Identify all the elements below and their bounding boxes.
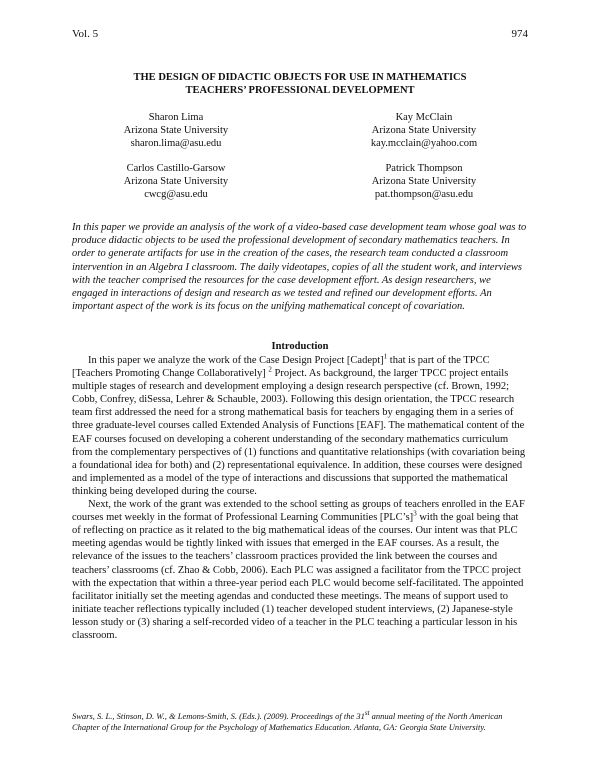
- text-run: with the goal being that of reflecting on practice as it related to the big mathematical ideas of the courses. Our intent was that PLC meeting agendas would be tightly linked with issues that emerged in the EAF courses. As a result, the relevance of the issues to the teachers’ classroom practices provided the link between the courses and teachers’ classrooms (cf. Zhao & Cobb, 2006). Each PLC was assigned a facilitator from the TPCC project with the expectation that within a three-year period each PLC would become self-facilitated. The appointed facilitator initially set the meeting agendas and conducted these meetings. The means of support used to initiate teacher reflections typically included (1) teacher developed student interviews, (2) Japanese-style lesson study or (3) sharing a self-recorded video of a teacher in the PLC teaching a particular lesson in his classroom.: [72, 512, 524, 641]
- text-run: Next, the work of the grant was extended to the school setting as groups of teachers enrolled in the EAF courses met weekly in the format of Professional Learning Communities [PLC’s]: [72, 499, 525, 524]
- author-email: cwcg@asu.edu: [144, 189, 208, 200]
- text-run: Swars, S. L., Stinson, D. W., & Lemons-Smith, S. (Eds.). (2009). Proceedings of the 31: [72, 711, 365, 721]
- author-mcclain: [300, 111, 528, 150]
- author-name: Patrick Thompson: [385, 163, 463, 174]
- author-castillo-garsow: [72, 162, 300, 201]
- author-block: [72, 111, 528, 201]
- author-affiliation: Arizona State University: [371, 125, 477, 136]
- author-name: Carlos Castillo-Garsow: [126, 163, 226, 174]
- section-heading-introduction: Introduction: [271, 341, 329, 352]
- paper-title: [60, 71, 540, 97]
- introduction-body: [72, 354, 528, 642]
- superscript: st: [364, 709, 370, 718]
- author-affiliation: Arizona State University: [123, 176, 229, 187]
- author-affiliation: Arizona State University: [123, 125, 229, 136]
- volume-label: Vol. 5: [72, 28, 99, 40]
- page-number: 974: [511, 28, 528, 40]
- text-run: In this paper we analyze the work of the Case Design Project [Cadept]: [88, 355, 384, 366]
- author-name: Sharon Lima: [148, 112, 204, 123]
- text-run: that is part of the TPCC [Teachers Promoting Change Collaboratively]: [72, 355, 490, 380]
- title-line-2: TEACHERS’ PROFESSIONAL DEVELOPMENT: [185, 85, 415, 96]
- author-email: pat.thompson@asu.edu: [374, 189, 474, 200]
- title-line-1: THE DESIGN OF DIDACTIC OBJECTS FOR USE IN MATHEMATICS: [133, 72, 467, 83]
- running-header: [72, 28, 528, 40]
- author-affiliation: Arizona State University: [371, 176, 477, 187]
- author-email: kay.mcclain@yahoo.com: [370, 138, 478, 149]
- text-run: annual meeting of the North American Chapter of the International Group for the Psychology of Mathematics Education. Atlanta, GA: Georgia State University.: [72, 711, 503, 732]
- author-thompson: [300, 162, 528, 201]
- author-name: Kay McClain: [395, 112, 453, 123]
- author-lima: [72, 111, 300, 150]
- footnote-marker: 3: [413, 509, 417, 518]
- abstract: In this paper we provide an analysis of the work of a video-based case development team whose goal was to produce didactic objects to be used the professional development of secondary mathematics teachers. In order to generate artifacts for use in the creation of the cases, the research team conducted a classroom intervention in an Algebra I classroom. The daily videotapes, copies of all the student work, and interviews with the teacher comprised the resources for the case development effort. As design researchers, we engaged in interactions of design and research as we tested and refined our development efforts. An important aspect of the work is its focus on the unifying mathematical concept of covariation.: [72, 222, 527, 313]
- author-email: sharon.lima@asu.edu: [130, 138, 222, 149]
- text-run: Project. As background, the larger TPCC project entails multiple stages of research and development employing a design research perspective (cf. Brown, 1992; Cobb, Confrey, diSessa, Lehrer & Schauble, 2003). Following this design orientation, the TPCC research team first addressed the need for a strong mathematical basis for teachers by engaging them in a series of three graduate-level courses called Extended Analysis of Functions [EAF]. The mathematical content of the EAF courses focused on developing a coherent understanding of the secondary mathematics curriculum from the complementary perspectives of (1) functions and quantitative relationships (with covariation being a foundational idea for both) and (2) representational equivalence. In addition, these courses were designed and implemented as a model of the type of interactions and discussions that supported the mathematical thinking being developed during the course.: [72, 368, 526, 497]
- footnote-marker: 1: [383, 352, 388, 361]
- citation-footer: [72, 711, 528, 732]
- footnote-marker: 2: [268, 365, 272, 374]
- paragraph: [72, 354, 528, 498]
- paragraph: [72, 498, 528, 642]
